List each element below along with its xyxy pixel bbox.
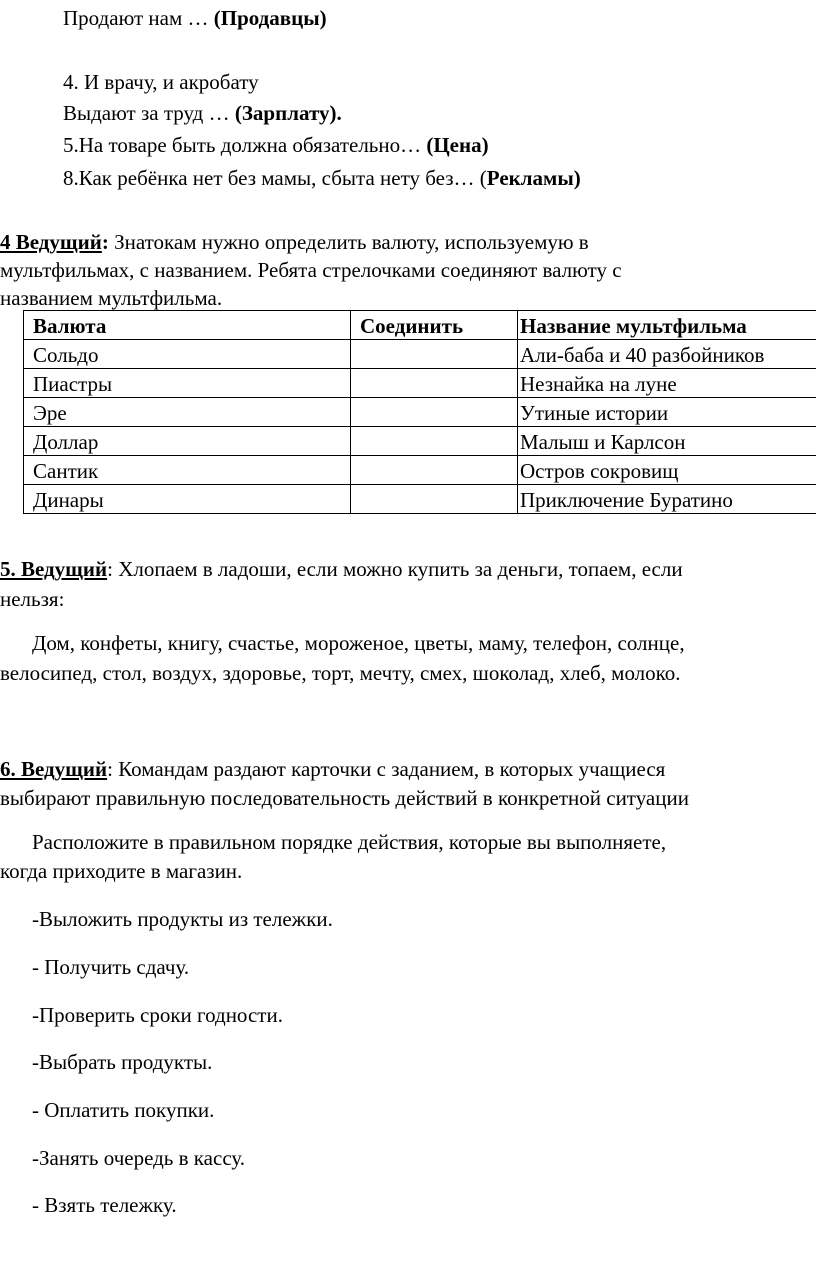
cartoon-cell: Остров сокровищ [518, 456, 816, 485]
riddle-answer: (Цена) [426, 133, 489, 157]
currency-cell: Сольдо [24, 340, 351, 369]
riddle-line: 4. И врачу, и акробату [63, 70, 259, 94]
table-row [24, 340, 816, 369]
table-header-row [24, 311, 816, 340]
cartoon-cell: Али-баба и 40 разбойников [518, 340, 816, 369]
list-item: - Получить сдачу. [32, 955, 190, 979]
currency-cell: Доллар [24, 427, 351, 456]
column-header-connect: Соединить [351, 311, 518, 340]
table-row [24, 456, 816, 485]
cartoon-cell: Незнайка на луне [518, 369, 816, 398]
cartoon-cell: Малыш и Карлсон [518, 427, 816, 456]
section6-text: выбирают правильную последовательность действий в конкретной ситуации [0, 786, 689, 810]
section6-task: когда приходите в магазин. [0, 859, 243, 883]
cartoon-cell: Утиные истории [518, 398, 816, 427]
section4-intro: 4 Ведущий: Знатокам нужно определить валюту, используемую в [0, 230, 589, 254]
connect-cell [351, 369, 518, 398]
connect-cell [351, 456, 518, 485]
currency-cell: Эре [24, 398, 351, 427]
section4-text: названием мультфильма. [0, 286, 223, 310]
currency-cell: Пиастры [24, 369, 351, 398]
section4-text: мультфильмах, с названием. Ребята стрелочками соединяют валюту с [0, 258, 622, 282]
section-heading: 4 Ведущий [0, 230, 102, 254]
table-row [24, 398, 816, 427]
currency-cell: Динары [24, 485, 351, 514]
riddle-line: Продают нам … (Продавцы) [63, 6, 327, 30]
list-item: -Занять очередь в кассу. [32, 1146, 246, 1170]
connect-cell [351, 427, 518, 456]
riddle-answer: Рекламы) [486, 166, 581, 190]
section-heading: 6. Ведущий [0, 757, 108, 781]
list-item: -Выбрать продукты. [32, 1050, 213, 1074]
riddle-answer: (Продавцы) [213, 6, 327, 30]
list-item: -Выложить продукты из тележки. [32, 907, 333, 931]
table-row [24, 485, 816, 514]
column-header-cartoon: Название мультфильма [518, 311, 816, 340]
list-item: -Проверить сроки годности. [32, 1003, 283, 1027]
section5-text: нельзя: [0, 587, 65, 611]
connect-cell [351, 398, 518, 427]
section5-intro: 5. Ведущий: Хлопаем в ладоши, если можно купить за деньги, топаем, если [0, 557, 683, 581]
table-row [24, 369, 816, 398]
currency-cell: Сантик [24, 456, 351, 485]
section5-list: велосипед, стол, воздух, здоровье, торт, мечту, смех, шоколад, хлеб, молоко. [0, 661, 681, 685]
section5-list: Дом, конфеты, книгу, счастье, мороженое, цветы, маму, телефон, солнце, [32, 631, 685, 655]
riddle-line: 8.Как ребёнка нет без мамы, сбыта нету без… (Рекламы) [63, 166, 581, 190]
currency-table [23, 310, 816, 514]
section6-task: Расположите в правильном порядке действия, которые вы выполняете, [32, 830, 667, 854]
table-row [24, 427, 816, 456]
riddle-answer: (Зарплату). [234, 101, 342, 125]
section6-intro: 6. Ведущий: Командам раздают карточки с заданием, в которых учащиеся [0, 757, 666, 781]
column-header-currency: Валюта [24, 311, 351, 340]
list-item: - Взять тележку. [32, 1193, 177, 1217]
cartoon-cell: Приключение Буратино [518, 485, 816, 514]
riddle-line: 5.На товаре быть должна обязательно… (Цена) [63, 133, 489, 157]
riddle-line: Выдают за труд … (Зарплату). [63, 101, 342, 125]
connect-cell [351, 485, 518, 514]
connect-cell [351, 340, 518, 369]
section-heading: 5. Ведущий [0, 557, 108, 581]
list-item: - Оплатить покупки. [32, 1098, 215, 1122]
